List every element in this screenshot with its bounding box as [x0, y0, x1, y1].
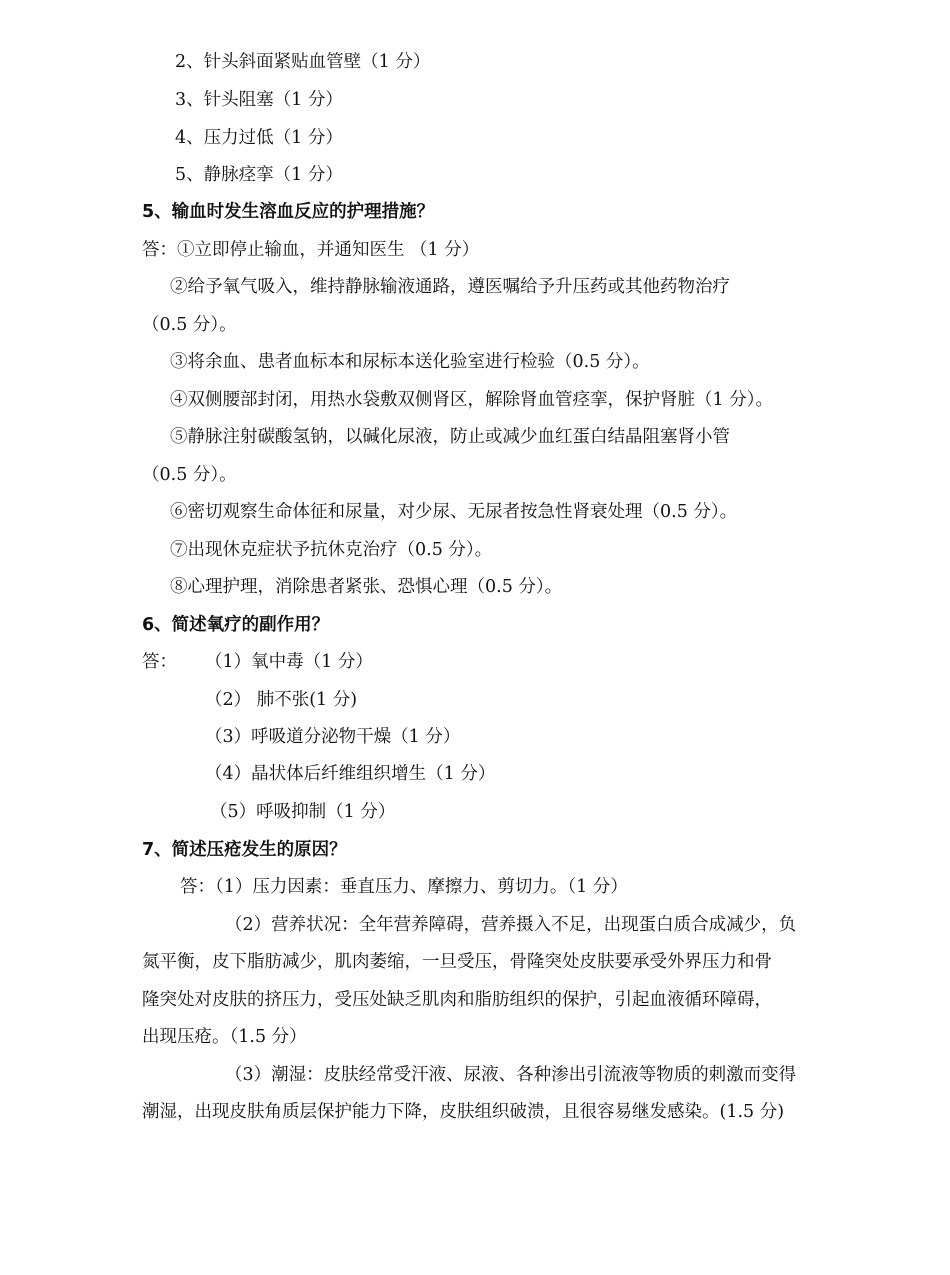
q6-item-3: （3）呼吸道分泌物干燥（1 分） [205, 727, 461, 747]
q5-measure-7: ⑦出现休克症状予抗休克治疗（0.5 分）。 [170, 540, 493, 560]
q7-answer-1: 答：（1）压力因素：垂直压力、摩擦力、剪切力。（1 分） [180, 877, 628, 897]
question-7-title: 7、简述压疮发生的原因？ [142, 840, 347, 860]
q6-item-2: （2） 肺不张(1 分) [205, 690, 358, 710]
question-5-title: 5、输血时发生溶血反应的护理措施？ [142, 202, 435, 222]
q7-answer-2-line-1: （2）营养状况：全年营养障碍，营养摄入不足，出现蛋白质合成减少，负 [225, 915, 797, 935]
q5-measure-2-cont: （0.5 分）。 [142, 315, 237, 335]
q6-item-4: （4）晶状体后纤维组织增生（1 分） [205, 764, 496, 784]
q6-answer-label: 答： [142, 652, 177, 672]
q6-item-5: （5）呼吸抑制（1 分） [210, 802, 396, 822]
prev-item-5: 5、静脉痉挛（1 分） [175, 165, 343, 185]
q5-measure-2: ②给予氧气吸入，维持静脉输液通路，遵医嘱给予升压药或其他药物治疗 [170, 277, 730, 297]
prev-item-3: 3、针头阻塞（1 分） [175, 90, 343, 110]
q5-measure-5: ⑤静脉注射碳酸氢钠，以碱化尿液，防止或减少血红蛋白结晶阻塞肾小管 [170, 427, 730, 447]
q5-measure-6: ⑥密切观察生命体征和尿量，对少尿、无尿者按急性肾衰处理（0.5 分）。 [170, 502, 738, 522]
q5-answer-measure-1: 答：①立即停止输血，并通知医生 （1 分） [142, 240, 480, 260]
q7-answer-2-line-3: 隆突处对皮肤的挤压力，受压处缺乏肌肉和脂肪组织的保护，引起血液循环障碍， [142, 990, 772, 1010]
q5-measure-4: ④双侧腰部封闭，用热水袋敷双侧肾区，解除肾血管痉挛，保护肾脏（1 分）。 [170, 390, 773, 410]
question-6-title: 6、简述氧疗的副作用？ [142, 615, 330, 635]
q7-answer-3-line-1: （3）潮湿：皮肤经常受汗液、尿液、各种渗出引流液等物质的刺激而变得 [225, 1065, 797, 1085]
prev-item-2: 2、针头斜面紧贴血管壁（1 分） [175, 52, 431, 72]
q7-answer-2-line-4: 出现压疮。（1.5 分） [142, 1027, 307, 1047]
q5-measure-8: ⑧心理护理，消除患者紧张、恐惧心理（0.5 分）。 [170, 577, 563, 597]
prev-item-4: 4、压力过低（1 分） [175, 128, 343, 148]
q5-measure-3: ③将余血、患者血标本和尿标本送化验室进行检验（0.5 分）。 [170, 352, 650, 372]
q7-answer-3-line-2: 潮湿，出现皮肤角质层保护能力下降，皮肤组织破溃，且很容易继发感染。(1.5 分) [142, 1102, 785, 1122]
q7-answer-2-line-2: 氮平衡，皮下脂肪减少，肌肉萎缩，一旦受压，骨隆突处皮肤要承受外界压力和骨 [142, 952, 772, 972]
q5-measure-5-cont: （0.5 分）。 [142, 465, 237, 485]
q6-item-1: （1）氧中毒（1 分） [205, 652, 373, 672]
